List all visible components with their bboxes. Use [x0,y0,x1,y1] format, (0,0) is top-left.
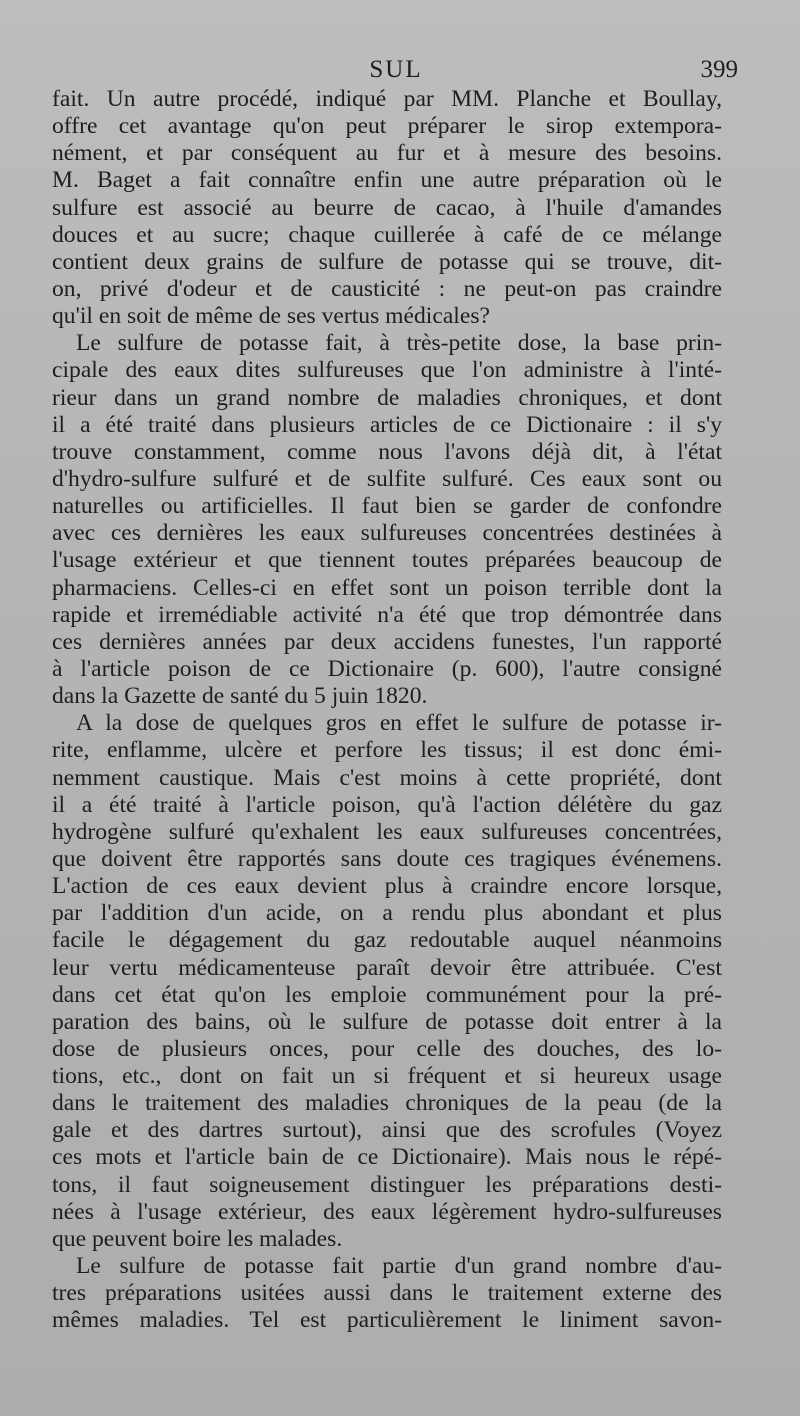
text-line: M. Baget a fait connaître enfin une autre préparation où le [52,167,722,194]
text-line: hydrogène sulfuré qu'exhalent les eaux sulfureuses concentrées, [52,818,722,845]
text-line: il a été traité dans plusieurs articles de ce Dictionaire : il s'y [52,411,722,438]
text-line: avec ces dernières les eaux sulfureuses concentrées destinées à [52,520,722,547]
text-line: mêmes maladies. Tel est particulièrement le liniment savon- [52,1307,722,1334]
text-line: offre cet avantage qu'on peut préparer le sirop extempora- [52,113,722,140]
text-line: dans cet état qu'on les emploie communément pour la pré- [52,981,722,1008]
text-line: gale et des dartres surtout), ainsi que des scrofules (Voyez [52,1117,722,1144]
text-line: dose de plusieurs onces, pour celle des douches, des lo- [52,1035,722,1062]
text-line: paration des bains, où le sulfure de potasse doit entrer à la [52,1008,722,1035]
text-line: rapide et irremédiable activité n'a été que trop démontrée dans [52,601,722,628]
running-head: SUL [369,56,423,83]
text-line: douces et au sucre; chaque cuillerée à café de ce mélange [52,221,722,248]
text-line: rite, enflamme, ulcère et perfore les tissus; il est donc émi- [52,737,722,764]
page-number: 399 [700,56,738,83]
text-line: nées à l'usage extérieur, des eaux légèrement hydro-sulfureuses [52,1198,722,1225]
text-line: dans la Gazette de santé du 5 juin 1820. [52,683,428,710]
text-line: nément, et par conséquent au fur et à mesure des besoins. [52,140,722,167]
text-line: L'action de ces eaux devient plus à craindre encore lorsque, [52,873,722,900]
text-line: à l'article poison de ce Dictionaire (p. 600), l'autre consigné [52,655,722,682]
text-line: ces mots et l'article bain de ce Dictionaire). Mais nous le répé- [52,1144,722,1171]
text-line: cipale des eaux dites sulfureuses que l'on administre à l'inté- [52,357,722,384]
text-line: tons, il faut soigneusement distinguer les préparations desti- [52,1171,722,1198]
text-line: pharmaciens. Celles-ci en effet sont un poison terrible dont la [52,574,722,601]
text-line: fait. Un autre procédé, indiqué par MM. Planche et Boullay, [52,86,722,112]
text-line: leur vertu médicamenteuse paraît devoir être attribuée. C'est [52,954,722,981]
text-line: d'hydro-sulfure sulfuré et de sulfite sulfuré. Ces eaux sont ou [52,465,722,492]
text-line: nemment caustique. Mais c'est moins à cette propriété, dont [52,764,722,791]
text-line: rieur dans un grand nombre de maladies chroniques, et dont [52,384,722,411]
text-line: l'usage extérieur et que tiennent toutes préparées beaucoup de [52,547,722,574]
text-line: contient deux grains de sulfure de potasse qui se trouve, dit- [52,248,722,275]
text-line: dans le traitement des maladies chroniques de la peau (de la [52,1090,722,1117]
text-line: qu'il en soit de même de ses vertus médicales? [52,303,490,330]
text-line: naturelles ou artificielles. Il faut bien se garder de confondre [52,493,722,520]
text-line: sulfure est associé au beurre de cacao, à l'huile d'amandes [52,194,722,221]
text-line: on, privé d'odeur et de causticité : ne peut-on pas craindre [52,275,722,302]
page-header [52,50,740,90]
text-line: facile le dégagement du gaz redoutable auquel néanmoins [52,927,722,954]
text-line: que peuvent boire les malades. [52,1225,343,1252]
text-line: ces dernières années par deux accidens funestes, l'un rapporté [52,628,722,655]
text-line: Le sulfure de potasse fait, à très-petite dose, la base prin- [76,330,722,357]
text-line: par l'addition d'un acide, on a rendu plus abondant et plus [52,900,722,927]
text-line: tions, etc., dont on fait un si fréquent et si heureux usage [52,1063,722,1090]
text-line: tres préparations usitées aussi dans le traitement externe des [52,1280,722,1307]
text-line: Le sulfure de potasse fait partie d'un grand nombre d'au- [76,1253,722,1280]
text-line: que doivent être rapportés sans doute ces tragiques événemens. [52,845,722,872]
body-text [52,86,722,1334]
text-line: A la dose de quelques gros en effet le sulfure de potasse ir- [76,710,722,737]
text-line: trouve constamment, comme nous l'avons déjà dit, à l'état [52,438,722,465]
text-line: il a été traité à l'article poison, qu'à l'action délétère du gaz [52,791,722,818]
